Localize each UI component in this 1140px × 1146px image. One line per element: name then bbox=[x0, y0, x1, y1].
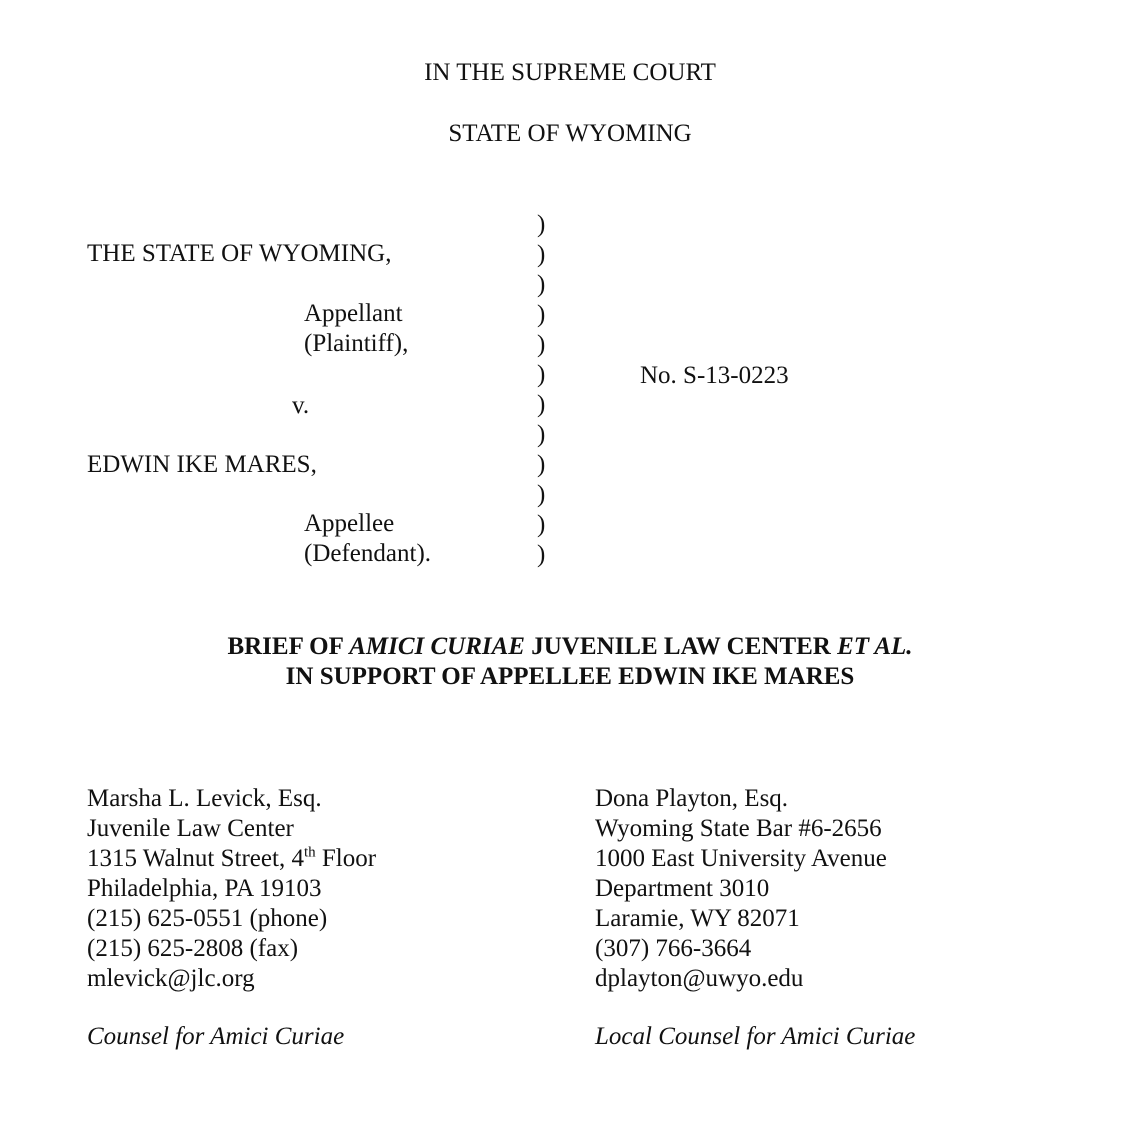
title-middle: JUVENILE LAW CENTER bbox=[524, 633, 838, 660]
appellant-role-detail: (Plaintiff), bbox=[304, 330, 409, 357]
counsel-left-city: Philadelphia, PA 19103 bbox=[87, 875, 322, 902]
paren: ) bbox=[537, 421, 546, 448]
appellant-party: THE STATE OF WYOMING, bbox=[87, 240, 392, 267]
case-number: No. S-13-0223 bbox=[640, 362, 789, 389]
paren: ) bbox=[537, 241, 546, 268]
appellee-party: EDWIN IKE MARES, bbox=[87, 451, 317, 478]
versus: v. bbox=[292, 392, 310, 419]
title-et-al: ET AL. bbox=[837, 633, 913, 660]
paren: ) bbox=[537, 391, 546, 418]
paren: ) bbox=[537, 511, 546, 538]
court-name: IN THE SUPREME COURT bbox=[424, 59, 716, 86]
counsel-right-block bbox=[595, 784, 887, 994]
appellee-role: Appellee bbox=[304, 510, 395, 537]
counsel-right-name: Dona Playton, Esq. bbox=[595, 785, 789, 812]
counsel-left-fax: (215) 625-2808 (fax) bbox=[87, 935, 299, 962]
street-ordinal: th bbox=[303, 844, 316, 861]
counsel-left-phone: (215) 625-0551 (phone) bbox=[87, 905, 328, 932]
paren: ) bbox=[537, 361, 546, 388]
paren: ) bbox=[537, 211, 546, 238]
street-suffix: Floor bbox=[315, 845, 377, 872]
paren: ) bbox=[537, 451, 546, 478]
paren: ) bbox=[537, 481, 546, 508]
brief-title-line-2: IN SUPPORT OF APPELLEE EDWIN IKE MARES bbox=[285, 663, 855, 690]
counsel-right-dept: Department 3010 bbox=[595, 875, 770, 902]
counsel-right-phone: (307) 766-3664 bbox=[595, 935, 752, 962]
counsel-left-block bbox=[87, 784, 376, 994]
caption-divider bbox=[537, 210, 557, 570]
appellee-role-detail: (Defendant). bbox=[304, 540, 432, 567]
counsel-right-street: 1000 East University Avenue bbox=[595, 845, 887, 872]
counsel-right-bar: Wyoming State Bar #6-2656 bbox=[595, 815, 882, 842]
counsel-left-org: Juvenile Law Center bbox=[87, 815, 294, 842]
street-prefix: 1315 Walnut Street, 4 bbox=[87, 845, 304, 872]
paren: ) bbox=[537, 331, 546, 358]
counsel-right-email[interactable]: dplayton@uwyo.edu bbox=[595, 965, 804, 992]
counsel-right-city: Laramie, WY 82071 bbox=[595, 905, 800, 932]
title-prefix: BRIEF OF bbox=[227, 633, 350, 660]
counsel-left-role: Counsel for Amici Curiae bbox=[87, 1023, 345, 1050]
counsel-right-role: Local Counsel for Amici Curiae bbox=[595, 1023, 916, 1050]
paren: ) bbox=[537, 271, 546, 298]
brief-title-line-1 bbox=[0, 632, 1140, 662]
title-amici-curiae: AMICI CURIAE bbox=[349, 633, 525, 660]
court-state: STATE OF WYOMING bbox=[448, 120, 692, 147]
paren: ) bbox=[537, 301, 546, 328]
counsel-left-street bbox=[87, 844, 376, 874]
counsel-left-email[interactable]: mlevick@jlc.org bbox=[87, 965, 255, 992]
paren: ) bbox=[537, 541, 546, 568]
appellant-role: Appellant bbox=[304, 300, 403, 327]
counsel-left-name: Marsha L. Levick, Esq. bbox=[87, 785, 322, 812]
